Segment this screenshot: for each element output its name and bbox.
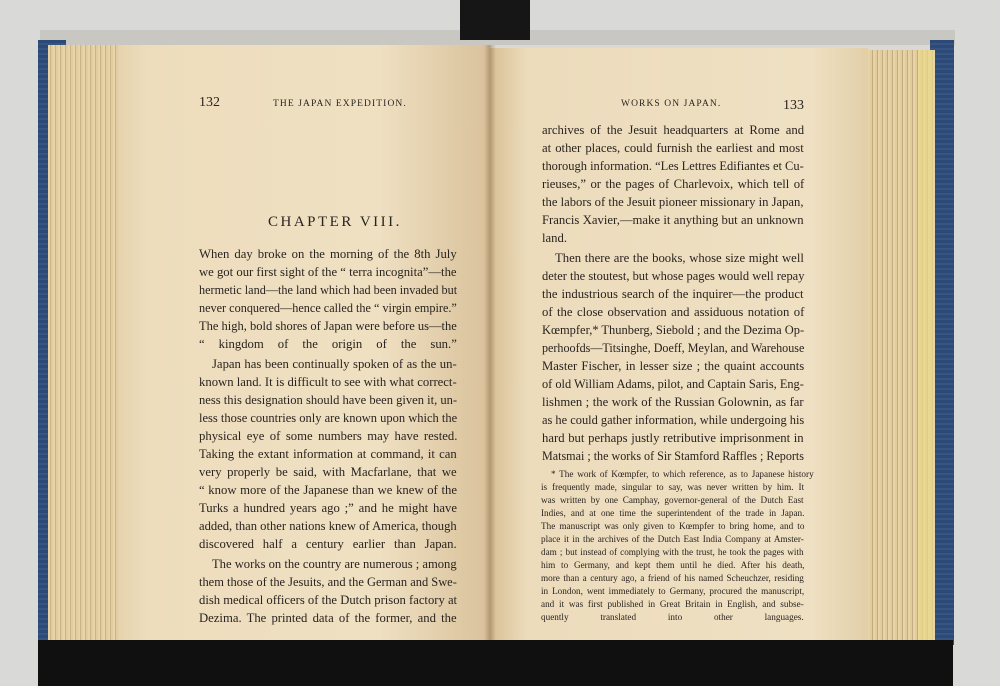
right-line: lishmen ; the work of the Russian Golownin, as far (542, 395, 804, 409)
footnote-line: Indies, and at one time the superintendent of the trade in Japan. (541, 508, 805, 518)
right-line: Francis Xavier,—make it anything but an unknown (542, 213, 804, 227)
left-line: Taking the extant information at command, it can (199, 447, 457, 461)
spine-shadow (460, 0, 530, 40)
footnote-line: dam ; but instead of complying with the trust, he took the pages with (541, 547, 804, 557)
right-running-head: WORKS ON JAPAN. (621, 99, 722, 109)
footnote-line: more than a century ago, a friend of his named Scheuchzer, residing (541, 573, 804, 583)
page-edges-right-highlight (918, 50, 934, 645)
footnote-line: quently translated into other languages. (541, 612, 804, 622)
bottom-shadow (38, 640, 953, 686)
left-line: known land. It is difficult to see with what correct- (199, 375, 457, 389)
right-line: archives of the Jesuit headquarters at Rome and (542, 123, 805, 137)
right-line: of the close observation and assiduous notation of (542, 305, 805, 319)
right-line: Matsmai ; the works of Sir Stamford Raffles ; Reports (542, 449, 804, 463)
book-gutter (484, 45, 496, 645)
left-line: Turks a hundred years ago ;” and he might have (199, 501, 458, 515)
right-line: rieuses,” or the pages of Charlevoix, which tell of (542, 177, 805, 191)
left-line: Dezima. The printed data of the former, and the (199, 611, 457, 625)
left-line: discovered half a century earlier than Japan. (199, 537, 457, 551)
right-line: hard but perhaps justly retributive imprisonment in (542, 431, 804, 445)
left-line: “ kingdom of the origin of the sun.” (199, 337, 457, 351)
right-line: Master Fischer, in lesser size ; the quaint accounts (542, 359, 805, 373)
left-line: very properly be said, with Macfarlane, that we (199, 465, 457, 479)
chapter-title: CHAPTER VIII. (268, 214, 402, 230)
footnote-line: * The work of Kœmpfer, to which reference, as to Japanese history (551, 469, 814, 479)
right-line: the industrious search of the inquirer—the product (542, 287, 804, 301)
left-line: we got our first sight of the “ terra incognita”—the (199, 265, 457, 279)
left-line: less those countries only are known upon which the (199, 411, 458, 425)
right-page-number: 133 (783, 98, 804, 113)
left-line: never conquered—hence called the “ virgin empire.” (199, 301, 457, 315)
left-running-head: THE JAPAN EXPEDITION. (273, 99, 407, 109)
right-line: Kœmpfer,* Thunberg, Siebold ; and the Dezima Op- (542, 323, 805, 337)
right-line: perhoofds—Titsinghe, Doeff, Meylan, and Warehouse (542, 341, 805, 355)
footnote-line: and it was first published in Great Britain in English, and subse- (541, 599, 804, 609)
left-line: The works on the country are numerous ; among (212, 557, 457, 571)
left-line: dish medical officers of the Dutch prison factory at (199, 593, 458, 607)
right-line: Then there are the books, whose size might well (555, 251, 804, 265)
left-line: Japan has been continually spoken of as the un- (212, 357, 457, 371)
footnote-line: is frequently made, singular to say, was never written by him. It (541, 482, 805, 492)
footnote-line: was written by one Camphay, governor-general of the Dutch East (541, 495, 804, 505)
left-line: ness this designation should have been given it, un- (199, 393, 458, 407)
right-line: as he could gather information, while undergoing his (542, 413, 805, 427)
left-line: them those of the Jesuits, and the German and Swe- (199, 575, 457, 589)
right-line: deter the stoutest, but whose pages would well repay (542, 269, 805, 283)
right-line: thorough information. “Les Lettres Edifiantes et Cu- (542, 159, 804, 173)
left-page-number: 132 (199, 95, 220, 110)
page-edges-left (48, 45, 126, 643)
left-line: When day broke on the morning of the 8th July (199, 247, 457, 261)
right-line: at other places, could furnish the earliest and most (542, 141, 804, 155)
footnote-line: in London, went immediately to Germany, procured the manuscript, (541, 586, 805, 596)
left-line: “ know more of the Japanese than we knew of the (199, 483, 457, 497)
right-line: of old William Adams, pilot, and Captain Saris, Eng- (542, 377, 804, 391)
footnote-line: The manuscript was only given to Kœmpfer to bring home, and to (541, 521, 805, 531)
right-line: land. (542, 231, 568, 245)
left-line: added, than other nations knew of America, though (199, 519, 457, 533)
right-line: the labors of the Jesuit pioneer missionary in Japan, (542, 195, 804, 209)
footnote-line: him to Germany, and kept them until he died. After his death, (541, 560, 805, 570)
footnote-line: place it in the archives of the Dutch East India Company at Amster- (541, 534, 804, 544)
left-line: physical eye of some numbers may have rested. (199, 429, 458, 443)
left-line: The high, bold shores of Japan were before us—the (199, 319, 457, 333)
left-line: hermetic land—the land which had been invaded but (199, 283, 458, 297)
